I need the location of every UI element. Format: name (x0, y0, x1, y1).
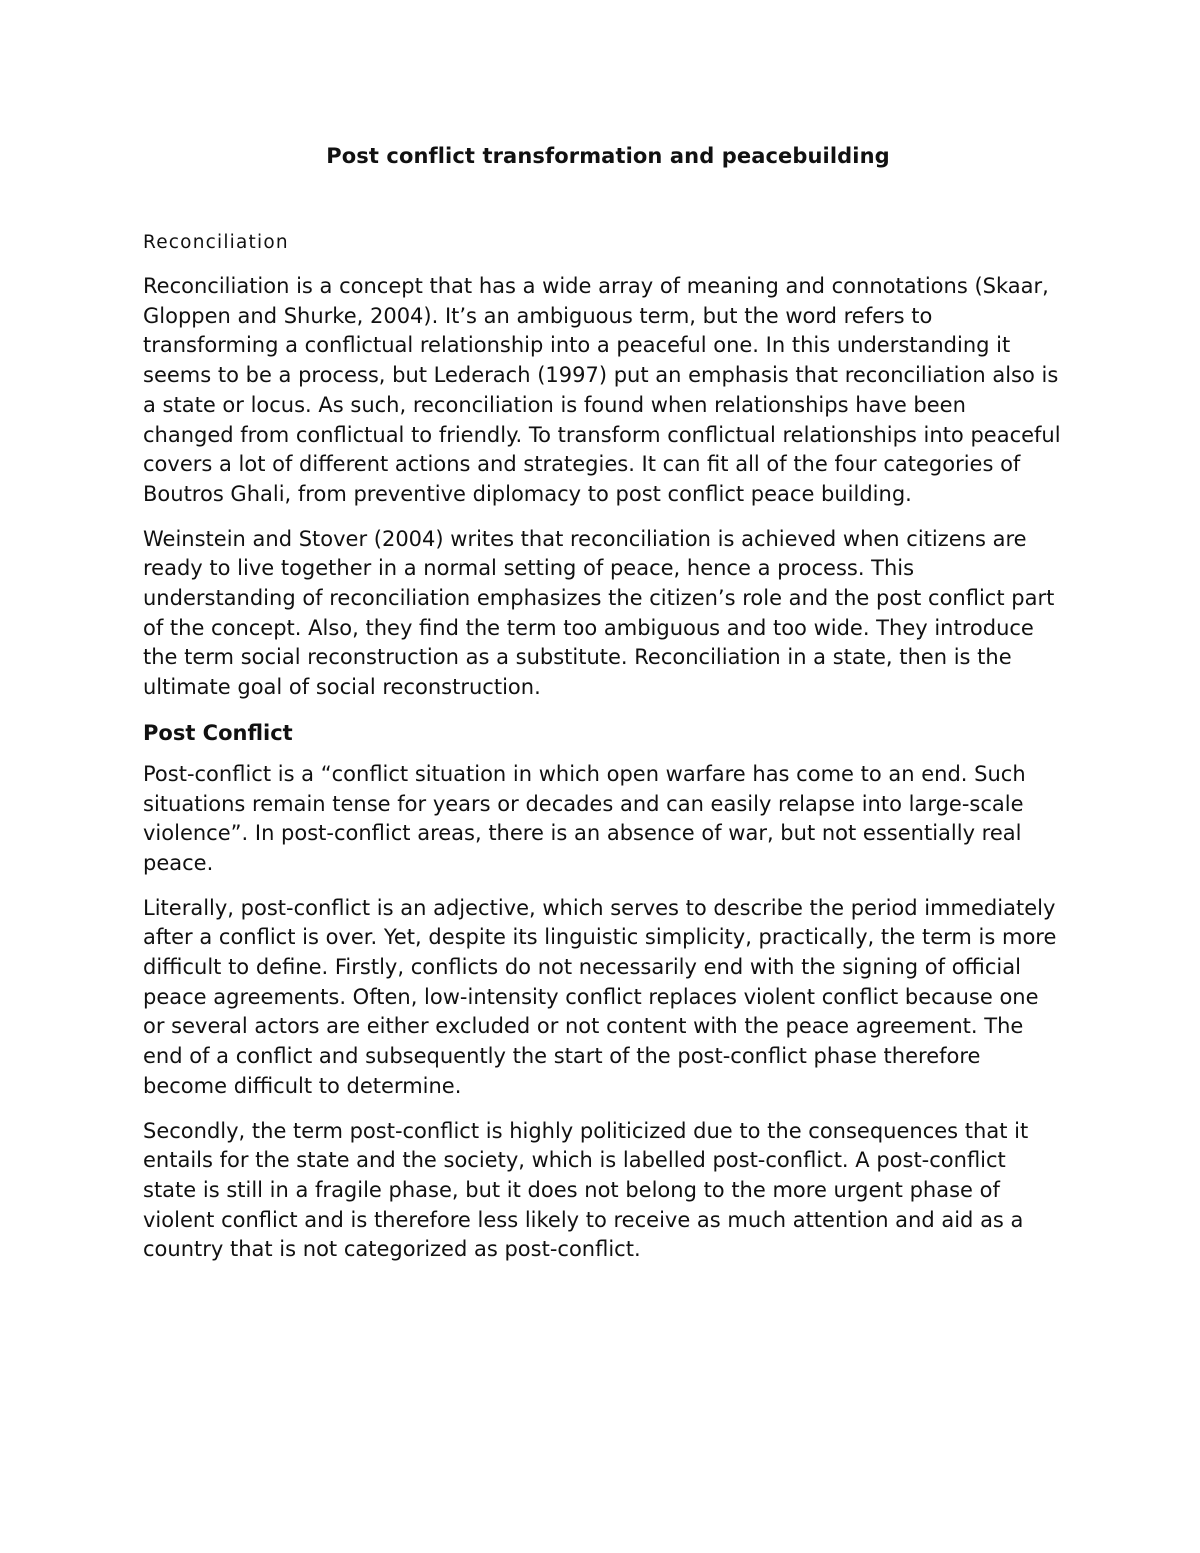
section-label-reconciliation: Reconciliation (143, 232, 289, 253)
section-heading-post-conflict: Post Conflict (143, 720, 293, 745)
document-page (143, 140, 1063, 1280)
document-title: Post conflict transformation and peacebuilding (326, 144, 890, 168)
paragraph: Post-conflict is a “conflict situation in which open warfare has come to an end. Such situations remain tense for years or decades and can easily relapse into large-scale violence”. In post-conflict areas, there is an absence of war, but not essentially real peace. (143, 761, 1026, 875)
paragraph: Literally, post-conflict is an adjective, which serves to describe the period immediately after a conflict is over. Yet, despite its linguistic simplicity, practically, the term is more difficult to define. Firstly, conflicts do not necessarily end with the signing of official peace agreements. Often, low-intensity conflict replaces violent conflict because one or several actors are either excluded or not content with the peace agreement. The end of a conflict and subsequently the start of the post-conflict phase therefore become difficult to determine. (143, 895, 1057, 1098)
paragraph: Weinstein and Stover (2004) writes that reconciliation is achieved when citizens are ready to live together in a normal setting of peace, hence a process. This understanding of reconciliation emphasizes the citizen’s role and the post conflict part of the concept. Also, they find the term too ambiguous and too wide. They introduce the term social reconstruction as a substitute. Reconciliation in a state, then is the ultimate goal of social reconstruction. (143, 526, 1055, 700)
paragraph: Reconciliation is a concept that has a wide array of meaning and connotations (Skaar, Gloppen and Shurke, 2004). It’s an ambiguous term, but the word refers to transforming a conflictual relationship into a peaceful one. In this understanding it seems to be a process, but Lederach (1997) put an emphasis that reconciliation also is a state or locus. As such, reconciliation is found when relationships have been changed from conflictual to friendly. To transform conflictual relationships into peaceful covers a lot of different actions and strategies. It can fit all of the four categories of Boutros Ghali, from preventive diplomacy to post conflict peace building. (143, 274, 1061, 506)
paragraph: Secondly, the term post-conflict is highly politicized due to the consequences that it entails for the state and the society, which is labelled post-conflict. A post-conflict state is still in a fragile phase, but it does not belong to the more urgent phase of violent conflict and is therefore less likely to receive as much attention and aid as a country that is not categorized as post-conflict. (143, 1118, 1029, 1262)
